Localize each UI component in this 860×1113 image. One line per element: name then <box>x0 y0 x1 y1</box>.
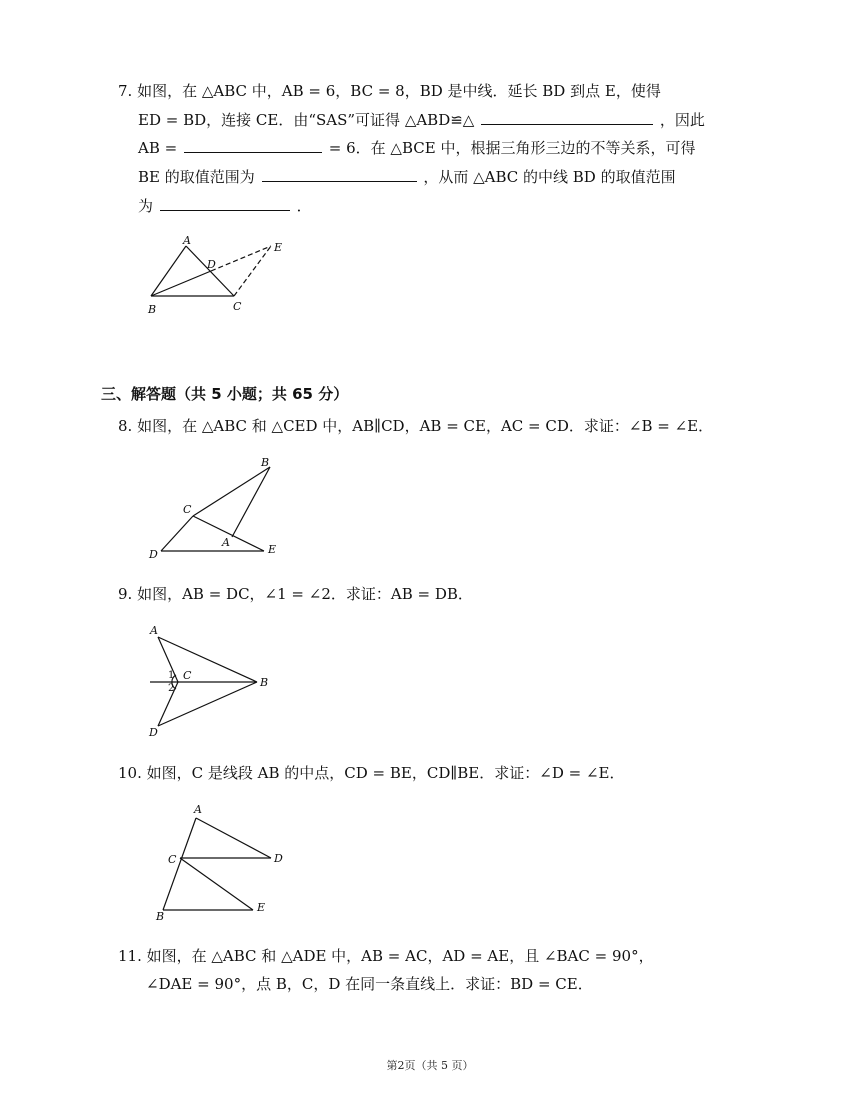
page-footer: 第2页（共 5 页） <box>386 1059 474 1072</box>
q9-text: 9. 如图，AB = DC，∠1 = ∠2．求证：AB = DB． <box>118 585 473 603</box>
q11-line1: 11. 如图，在 △ABC 和 △ADE 中，AB = AC，AD = AE，且 ∠BAC = 90°， <box>118 947 654 965</box>
q7-line3-text: AB = <box>138 139 178 157</box>
q8-label-c: C <box>183 503 192 516</box>
section-title: 三、解答题（共 5 小题；共 65 分） <box>101 385 349 403</box>
q7-label-a: A <box>183 234 191 247</box>
q8-label-a: A <box>222 536 230 549</box>
q7-label-b: B <box>148 303 157 316</box>
q9-label-b: B <box>260 676 269 689</box>
q10-label-a: A <box>194 803 202 816</box>
q7-line5-text: 为 <box>138 197 154 215</box>
q10-figure <box>150 800 300 925</box>
q7-line4 <box>138 166 676 187</box>
q8-text: 8. 如图，在 △ABC 和 △CED 中，AB∥CD，AB = CE，AC = CD．求证：∠B = ∠E． <box>118 417 714 435</box>
q10-label-b: B <box>156 910 165 923</box>
q8-seg-cb <box>193 467 270 516</box>
q7-line5 <box>138 195 312 216</box>
q7-line5-tail: ． <box>296 197 312 215</box>
q8-label-b: B <box>261 456 270 469</box>
q7-blank-2[interactable] <box>184 137 322 153</box>
q9-label-a: A <box>150 624 158 637</box>
q7-figure <box>140 232 300 322</box>
q7-blank-4[interactable] <box>160 195 290 211</box>
q7-seg-ce <box>234 246 271 296</box>
q10-text: 10. 如图，C 是线段 AB 的中点，CD = BE，CD∥BE．求证：∠D = ∠E． <box>118 764 625 782</box>
q9-label-d: D <box>149 726 158 739</box>
q7-label-e: E <box>274 241 283 254</box>
q10-label-d: D <box>274 852 283 865</box>
q11-line2: ∠DAE = 90°，点 B，C，D 在同一条直线上．求证：BD = CE． <box>146 975 593 993</box>
q7-label-c: C <box>233 300 242 313</box>
q10-seg-ad <box>196 818 271 858</box>
q8-seg-dc <box>161 516 193 551</box>
q10-seg-ce <box>180 858 253 910</box>
q7-line2 <box>138 109 705 130</box>
q8-figure <box>140 452 290 562</box>
q7-seg-de <box>211 246 271 271</box>
q9-label-1: 1 <box>168 670 175 681</box>
q7-blank-3[interactable] <box>262 166 417 182</box>
q8-label-e: E <box>268 543 277 556</box>
q7-line1: 7. 如图，在 △ABC 中，AB = 6，BC = 8，BD 是中线．延长 BD 到点 E，使得 <box>118 82 661 100</box>
q7-line4-text: BE 的取值范围为 <box>138 168 255 186</box>
q7-line3 <box>138 137 695 158</box>
q7-line3-tail: = 6．在 △BCE 中，根据三角形三边的不等关系，可得 <box>328 139 696 157</box>
q7-line2-text: ED = BD，连接 CE．由“SAS”可证得 △ABD≌△ <box>138 111 475 129</box>
q10-label-c: C <box>168 853 177 866</box>
q9-figure <box>140 620 290 740</box>
q7-blank-1[interactable] <box>481 109 653 125</box>
q9-label-c: C <box>183 669 192 682</box>
q8-seg-ba <box>232 467 270 537</box>
q8-label-d: D <box>149 548 158 561</box>
q7-line4-tail: ，从而 △ABC 的中线 BD 的取值范围 <box>423 168 676 186</box>
q7-label-d: D <box>207 258 216 271</box>
q7-line2-tail: ，因此 <box>659 111 705 129</box>
q9-label-2: 2 <box>168 683 175 694</box>
q10-label-e: E <box>257 901 266 914</box>
